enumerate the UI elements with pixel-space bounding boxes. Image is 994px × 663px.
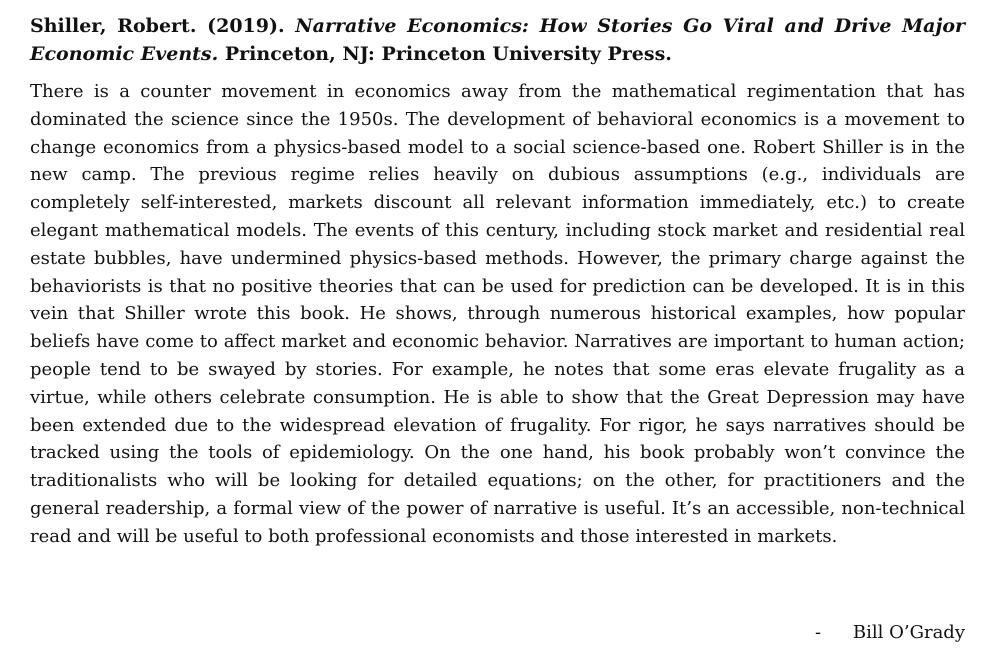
citation-author-year: Shiller, Robert. (2019). [30,15,285,37]
citation-title: Narrative Economics: How Stories Go Viral and Drive Major Economic Events. [30,15,966,65]
signature-dash: - [815,622,822,643]
reviewer-name: Bill O’Grady [852,622,965,643]
review-body: There is a counter movement in economics away from the mathematical regimentation that has dominated the science since the 1950s. The development of behavioral economics is a movement to change economics from a physics-based model to a social science-based one. Robert Shiller is in the new camp. The previous regime relies heavily on dubious assumptions (e.g., individuals are completely self-interested, markets discount all relevant information immediately, etc.) to create elegant mathematical models. The events of this century, including stock market and residential real estate bubbles, have undermined physics-based methods. However, the primary charge against the behaviorists is that no positive theories that can be used for prediction can be developed. It is in this vein that Shiller wrote this book. He shows, through numerous historical examples, how popular beliefs have come to affect market and economic behavior. Narratives are important to human action; people tend to be swayed by stories. For example, he notes that some eras elevate frugality as a virtue, while others celebrate consumption. He is able to show that the Great Depression may have been extended due to the widespread elevation of frugality. For rigor, he says narratives should be tracked using the tools of epidemiology. On the one hand, his book probably won’t convince the traditionalists who will be looking for detailed equations; on the other, for practitioners and the general readership, a formal view of the power of narrative is useful. It’s an accessible, non-technical read and will be useful to both professional economists and those interested in markets. [30,81,965,547]
book-citation [30,12,965,68]
document-page [30,12,965,551]
citation-publisher: Princeton, NJ: Princeton University Press. [224,43,672,65]
signature-line [815,620,965,646]
